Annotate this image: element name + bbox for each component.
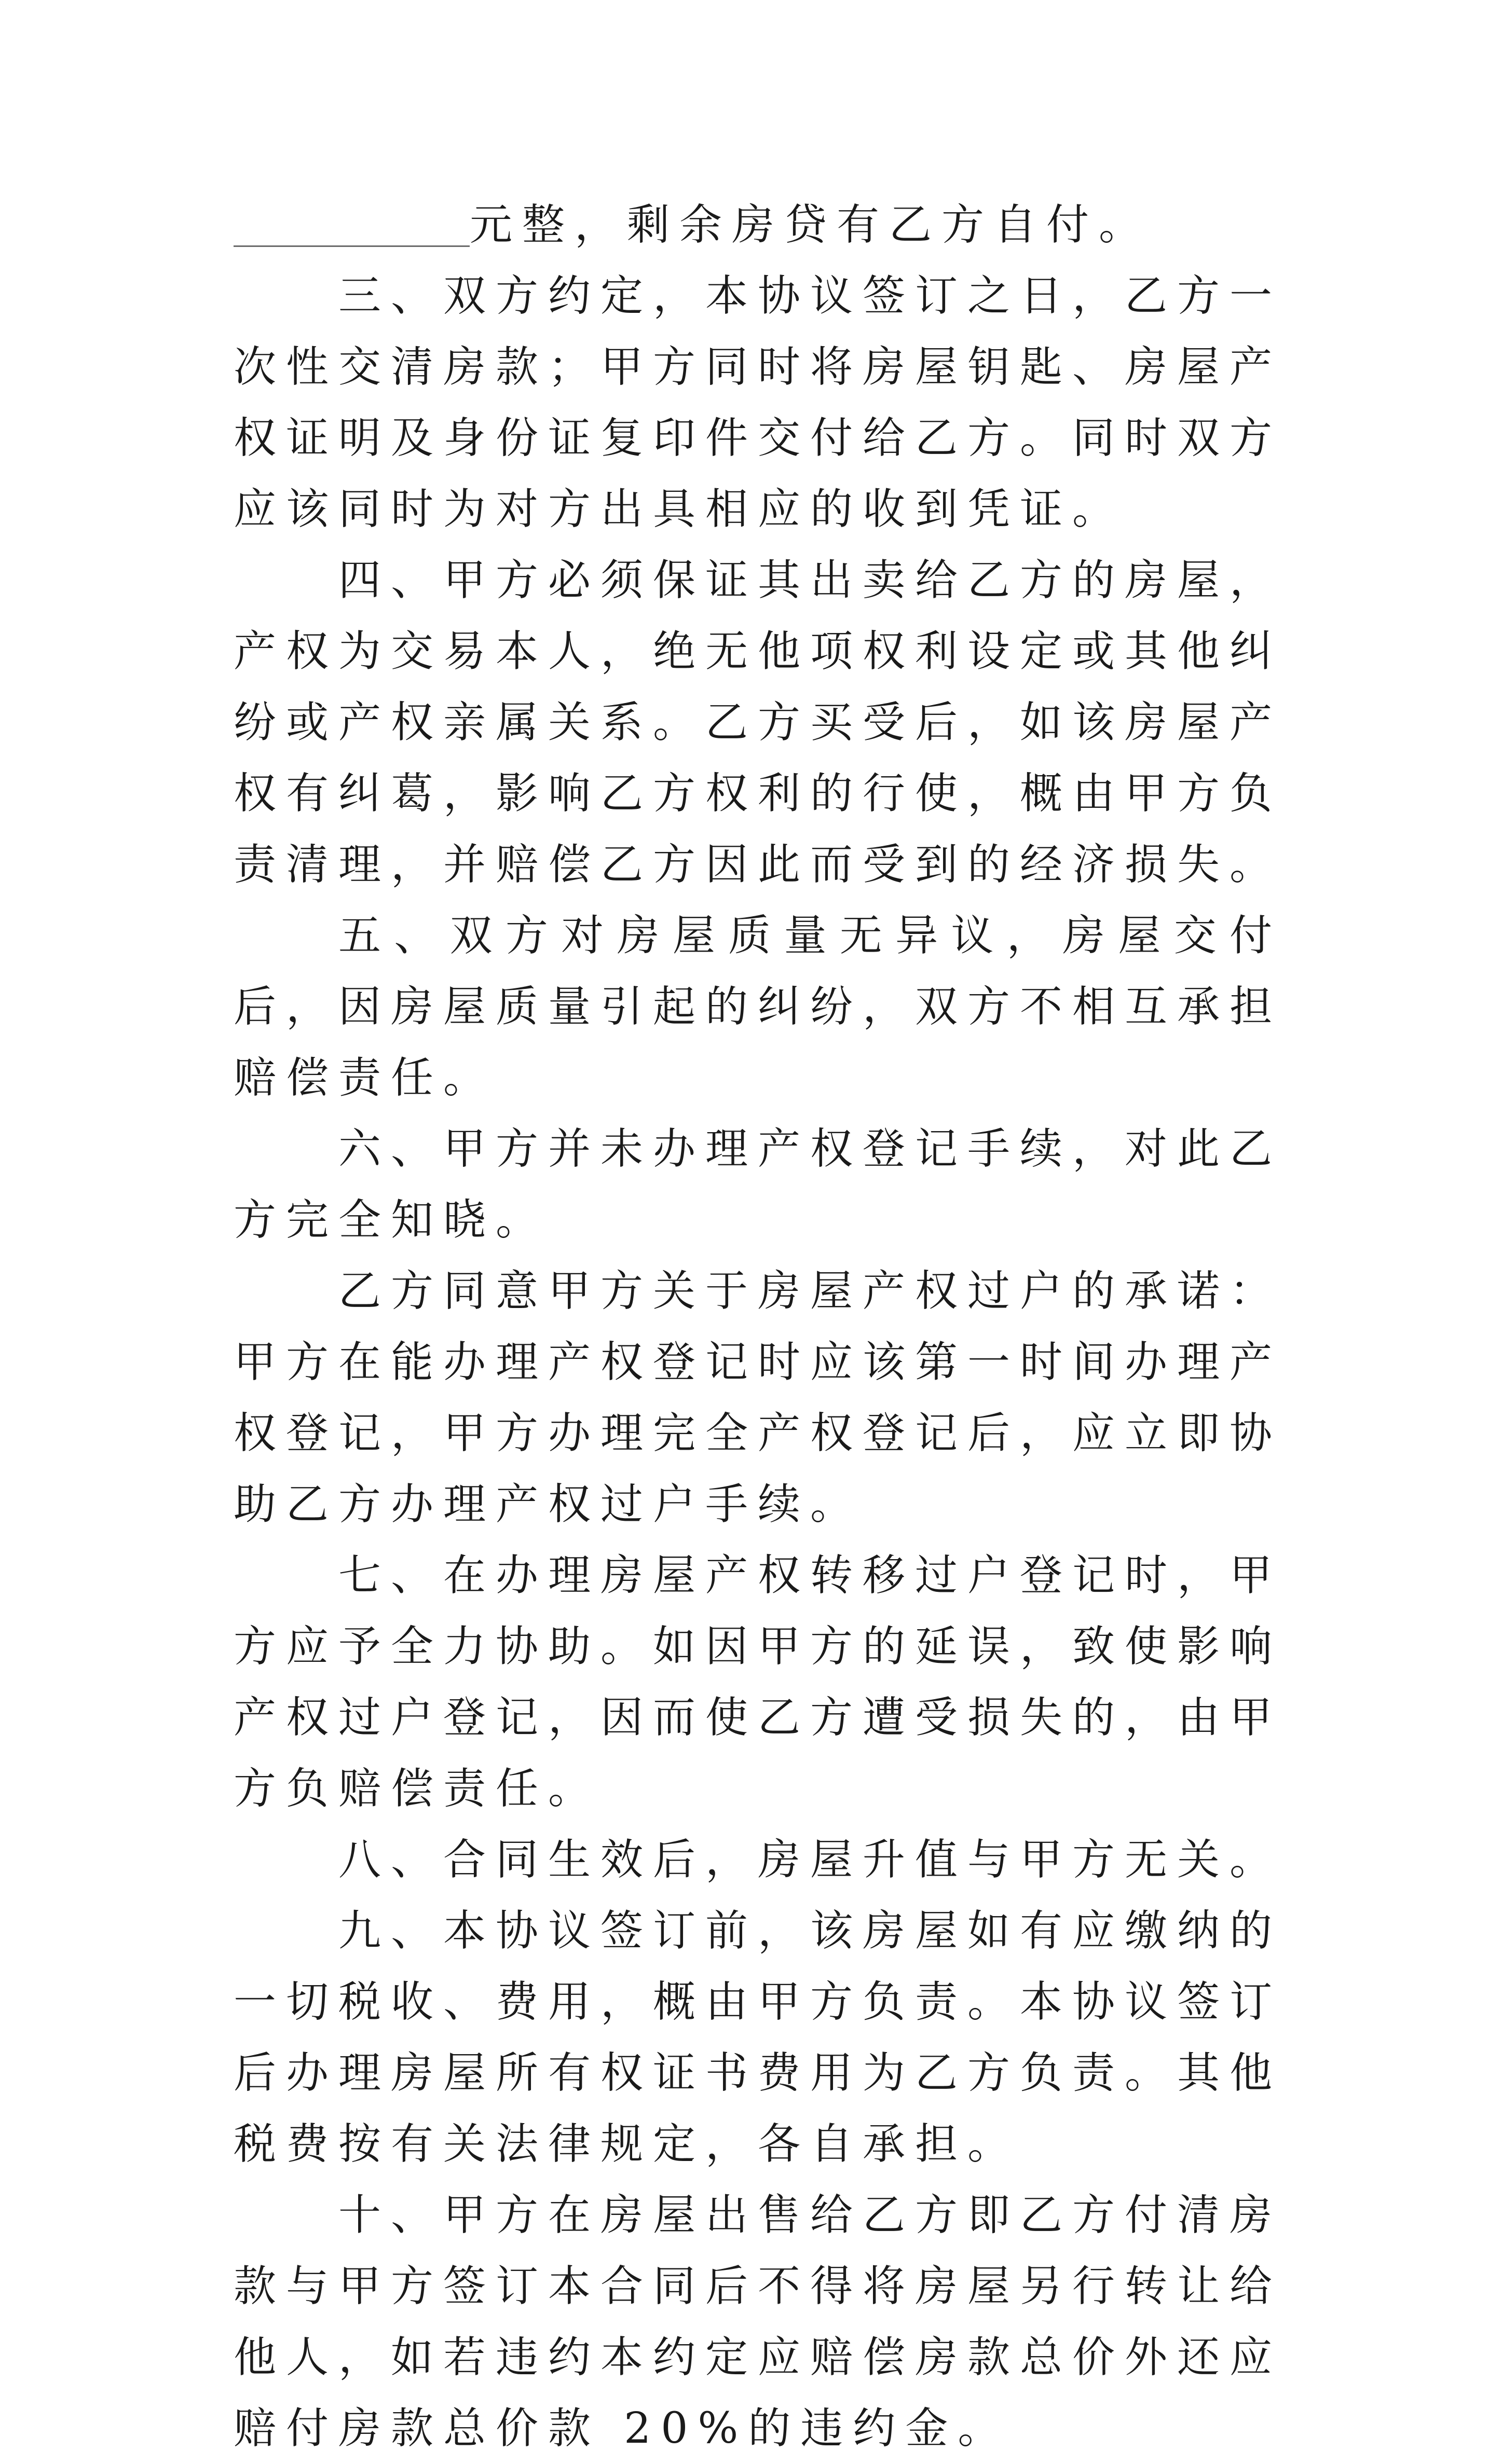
clause-9: 九、本协议签订前，该房屋如有应缴纳的一切税收、费用，概由甲方负责。本协议签订后办理房屋所有权证书费用为乙方负责。其他税费按有关法律规定，各自承担。 (234, 1906, 1282, 2169)
clause-5: 五、双方对房屋质量无异议，房屋交付后，因房屋质量引起的纠纷，双方不相互承担赔偿责任。 (234, 911, 1282, 1103)
clause-6-continued: 乙方同意甲方关于房屋产权过户的承诺：甲方在能办理产权登记时应该第一时间办理产权登记，甲方办理完全产权登记后，应立即协助乙方办理产权过户手续。 (234, 1267, 1282, 1529)
clause-8: 八、合同生效后，房屋升值与甲方无关。 (338, 1835, 1282, 1884)
amount-line-text: 元整，剩余房贷有乙方自付。 (470, 200, 1152, 250)
clause-6: 六、甲方并未办理产权登记手续，对此乙方完全知晓。 (234, 1124, 1282, 1245)
clause-4: 四、甲方必须保证其出卖给乙方的房屋，产权为交易本人，绝无他项权利设定或其他纠纷或产权亲属关系。乙方买受后，如该房屋产权有纠葛，影响乙方权利的行使，概由甲方负责清理，并赔偿乙方因此而受到的经济损失。 (234, 556, 1282, 889)
amount-line (234, 189, 1282, 260)
clause-3: 三、双方约定，本协议签订之日，乙方一次性交清房款；甲方同时将房屋钥匙、房屋产权证明及身份证复印件交付给乙方。同时双方应该同时为对方出具相应的收到凭证。 (234, 271, 1282, 534)
amount-blank-field[interactable] (234, 194, 470, 247)
clause-7: 七、在办理房屋产权转移过户登记时，甲方应予全力协助。如因甲方的延误，致使影响产权过户登记，因而使乙方遭受损失的，由甲方负赔偿责任。 (234, 1551, 1282, 1813)
document-body (234, 189, 1282, 2464)
clause-10: 十、甲方在房屋出售给乙方即乙方付清房款与甲方签订本合同后不得将房屋另行转让给他人，如若违约本约定应赔偿房款总价外还应赔付房款总价款 20%的违约金。 (234, 2191, 1282, 2453)
